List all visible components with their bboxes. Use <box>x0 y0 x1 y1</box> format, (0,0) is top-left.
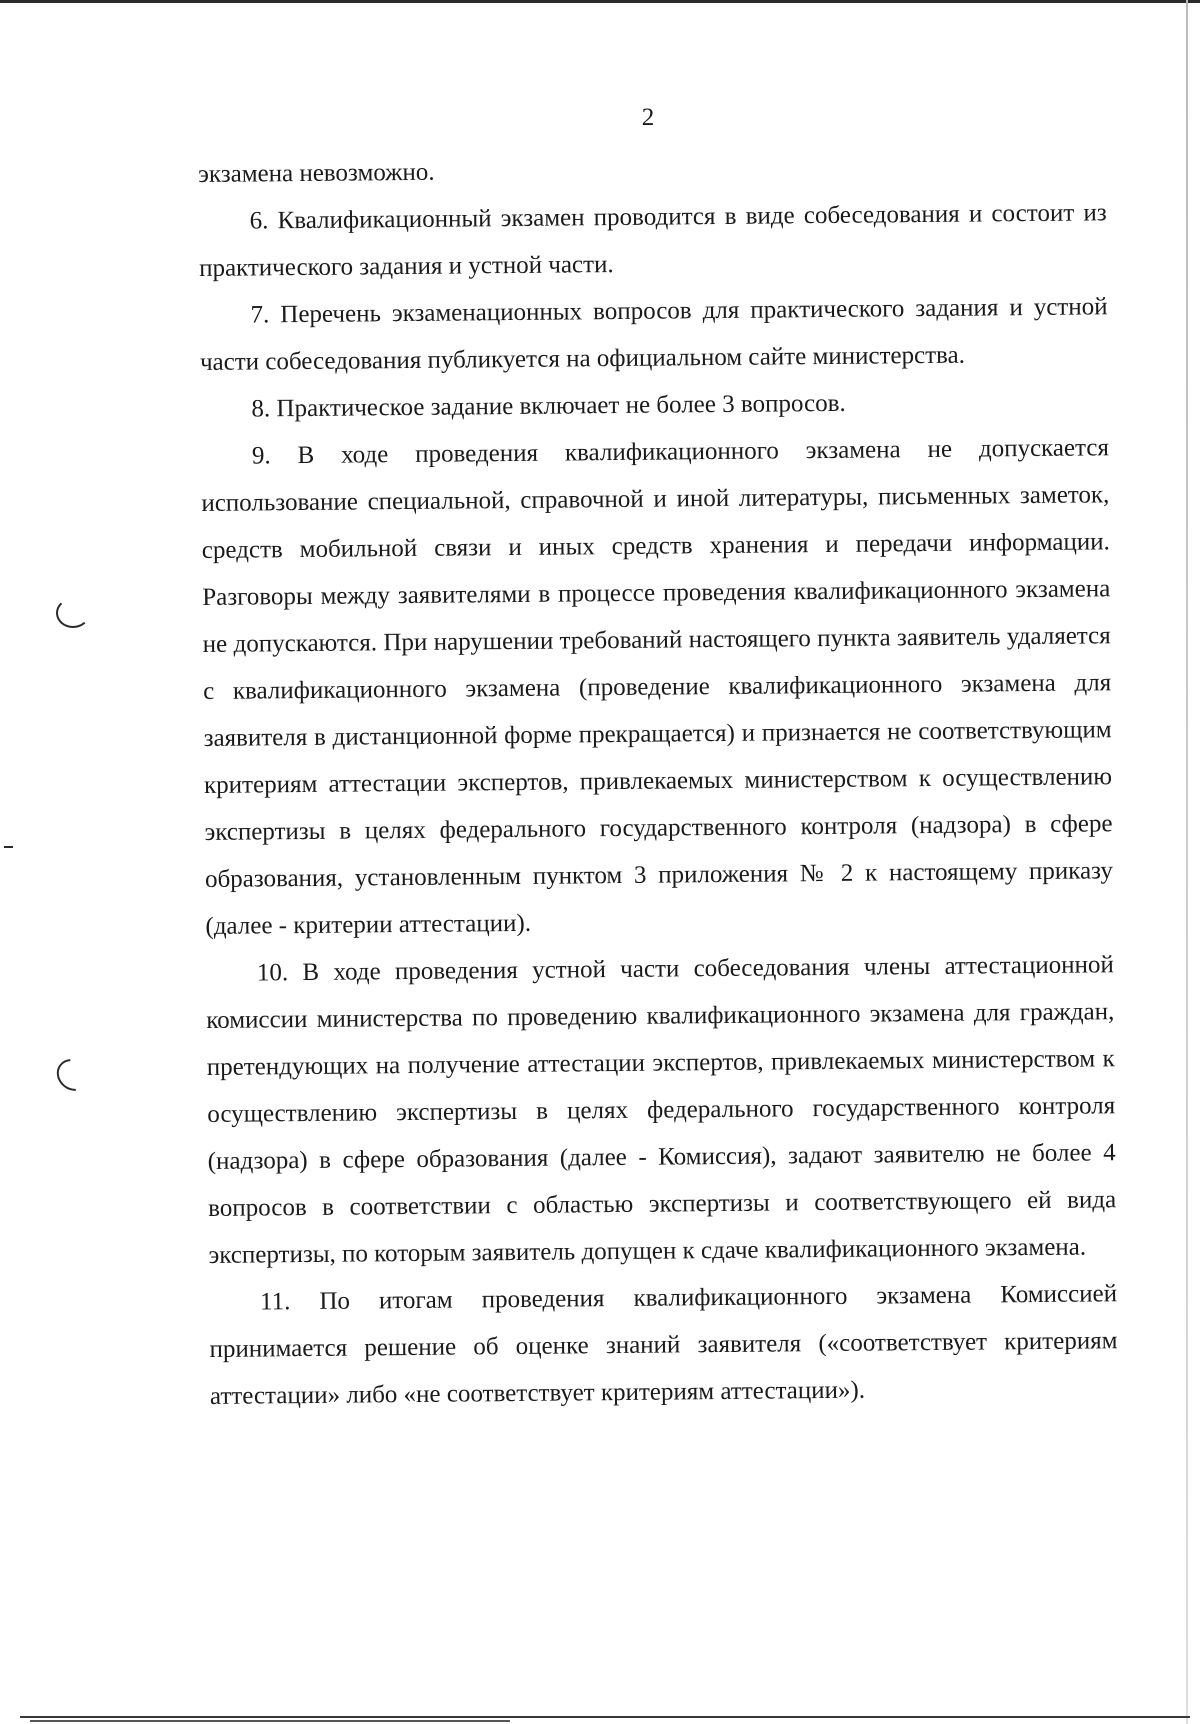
paragraph-continuation: экзамена невозможно. <box>198 158 435 188</box>
paragraph-6: 6. Квалификационный экзамен проводится в виде собеседования и состоит из практического задания и устной части. <box>198 199 1107 282</box>
scan-edge-top <box>0 0 1200 3</box>
punch-hole-lower <box>50 1053 95 1098</box>
paragraph-9: 9. В ходе проведения квалификационного экзамена не допускается использование специальной, справочной и иной литературы, письменных заметок, средств мобильной связи и иных средств хранения и передачи информации. Разговоры между заявителями в процессе проведения квалификационного экзамена не допускаются. При нарушении требований настоящего пункта заявитель удаляется с квалификационного экзамена (проведение квалификационного экзамена для заявителя в дистанционной форме прекращается) и признается не соответствующим критериям аттестации экспертов, привлекаемых министерством к осуществлению экспертизы в целях федерального государственного контроля (надзора) в сфере образования, установленным пунктом 3 приложения № 2 к настоящему приказу (далее - критерии аттестации). <box>201 434 1114 940</box>
paragraph-7: 7. Перечень экзаменационных вопросов для практического задания и устной части собеседования публикуется на официальном сайте министерства. <box>199 293 1108 376</box>
paragraph-10: 10. В ходе проведения устной части собеседования члены аттестационной комиссии министерства по проведению квалификационного экзамена для граждан, претендующих на получение аттестации экспертов, привлекаемых министерством к осуществлению экспертизы в целях федерального государственного контроля (надзора) в сфере образования (далее - Комиссия), задают заявителю не более 4 вопросов в соответствии с областью экспертизы и соответствующего ей вида экспертизы, по которым заявитель допущен к сдаче квалификационного экзамена. <box>206 951 1117 1269</box>
punch-hole-upper <box>56 598 90 628</box>
document-body <box>198 142 1118 1420</box>
margin-mark <box>4 846 13 848</box>
page-number: 2 <box>641 104 655 131</box>
scan-edge-bottom <box>20 1716 1190 1718</box>
paragraph-8: 8. Практическое задание включает не более 3 вопросов. <box>251 389 846 423</box>
paragraph-11: 11. По итогам проведения квалификационного экзамена Комиссией принимается решение об оценке знаний заявителя («соответствует критериям аттестации» либо «не соответствует критериям аттестации»). <box>209 1280 1118 1410</box>
scan-edge-right <box>1186 0 1188 1724</box>
scan-edge-bottom-line <box>30 1720 510 1722</box>
